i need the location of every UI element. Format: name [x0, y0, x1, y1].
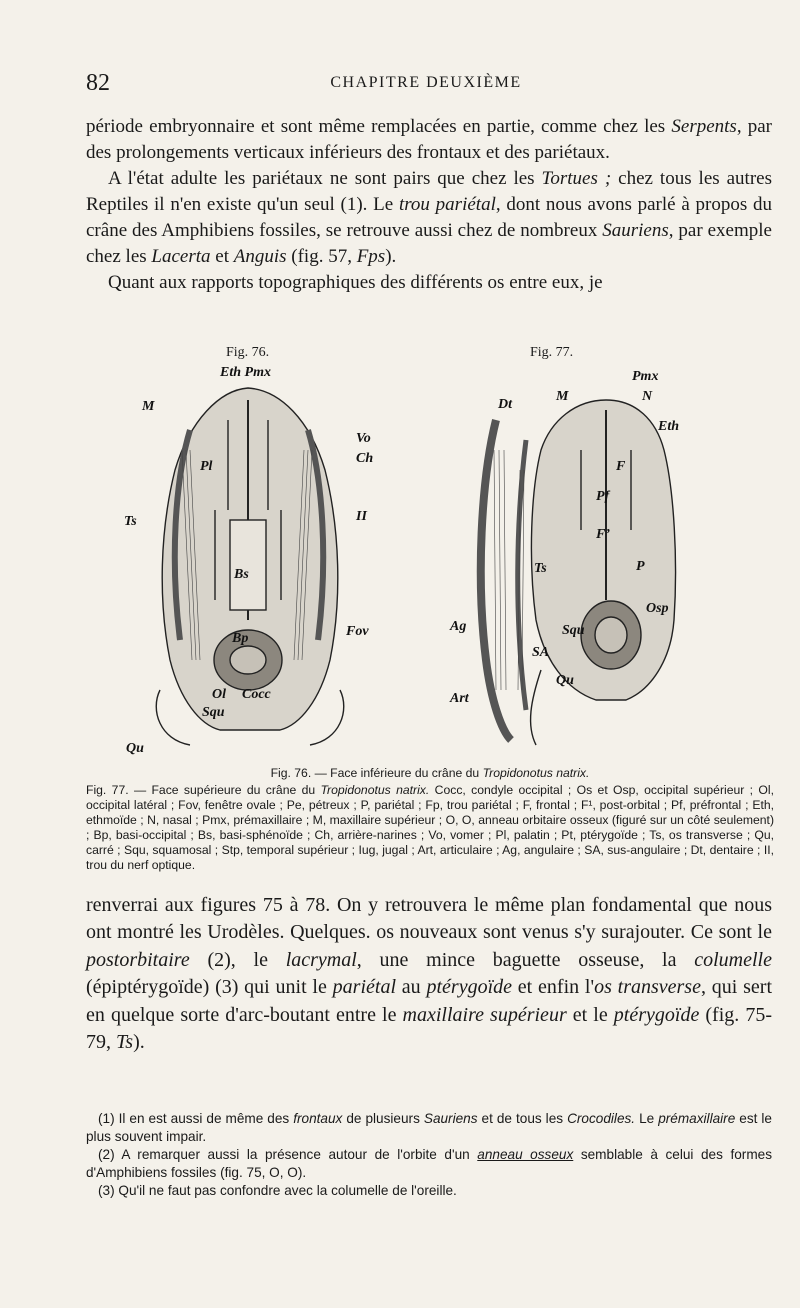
- label-fov: Fov: [346, 624, 369, 639]
- label-p: P: [636, 559, 645, 574]
- page-number: 82: [86, 70, 110, 96]
- label-squ: Squ: [562, 623, 585, 638]
- label-qu: Qu: [126, 741, 144, 756]
- label-ts: Ts: [534, 561, 547, 576]
- label-eth: Eth: [658, 419, 680, 434]
- label-pf: Pf: [596, 489, 610, 504]
- label-m: M: [556, 389, 569, 404]
- footnote-2: (2) A remarquer aussi la présence autour de l'orbite d'un anneau osseux semblable à celui des formes d'Amphibiens fossiles (fig. 75, O, O).: [86, 1147, 772, 1180]
- label-m: M: [142, 399, 155, 414]
- footnotes: [86, 1110, 772, 1200]
- page-header: [86, 70, 766, 96]
- label-pl: Pl: [200, 459, 213, 474]
- caption-figure-77: Fig. 77. — Face supérieure du crâne du Tropidonotus natrix. Cocc, condyle occipital ; Os et Osp, occipital supérieur ; Ol, occipital latéral ; Fov, fenêtre ovale ; Pe, pétreux ; P, pariétal ; Fp, trou pariétal ; F, frontal ; F¹, post-orbital ; Pf, préfrontal ; Eth, ethmoïde ; N, nasal ; Pmx, prémaxillaire ; M, maxillaire supérieur ; O, O, anneau orbitaire osseux (figuré sur un côté seulement) ; Bp, basi-occipital ; Bs, basi-sphénoïde ; Ch, arrière-narines ; Vo, vomer ; Pl, palatin ; Pt, ptérygoïde ; Ts, os transverse ; Qu, carré ; Squ, squamosal ; Stp, temporal supérieur ; Iug, jugal ; Art, articulaire ; Ag, angulaire ; SA, sus-angulaire ; Dt, dentaire ; II, trou du nerf optique.: [86, 783, 774, 872]
- label-cocc: Cocc: [242, 687, 271, 702]
- label-n: N: [642, 389, 653, 404]
- label-bp: Bp: [232, 631, 249, 646]
- caption-figure-76: Fig. 76. — Face inférieure du crâne du Tropidonotus natrix.: [270, 766, 590, 780]
- skull-ventral-drawing: [120, 360, 380, 760]
- label-f1: F’: [596, 527, 610, 542]
- figure-77-label: Fig. 77.: [530, 345, 574, 360]
- paragraph-1: période embryonnaire et sont même remplacées en partie, comme chez les Serpents, par des prolongements verticaux inférieurs des frontaux et des pariétaux. A l'état adulte les pariétaux ne sont pairs que chez les Tortues ; chez tous les autres Reptiles il n'en existe qu'un seul (1). Le trou pariétal, dont nous avons parlé à propos du crâne des Amphibiens fossiles, se retrouve aussi chez de nombreux Sauriens, par exemple chez les Lacerta et Anguis (fig. 57, Fps). Quant aux rapports topographiques des différents os entre eux, je: [86, 116, 773, 293]
- label-ch: Ch: [356, 451, 374, 466]
- footnote-3: (3) Qu'il ne faut pas confondre avec la columelle de l'oreille.: [98, 1183, 457, 1198]
- label-ol: Ol: [212, 687, 226, 702]
- paragraph-2: renverrai aux figures 75 à 78. On y retrouvera le même plan fondamental que nous ont montré les Urodèles. Quelques. os nouveaux sont venus s'y surajouter. Ce sont le postorbitaire (2), le lacrymal, une mince baguette osseuse, la columelle (épiptérygoïde) (3) qui unit le pariétal au ptérygoïde et enfin l'os transverse, qui sert en quelque sorte d'arc-boutant entre le maxillaire supérieur et le ptérygoïde (fig. 75-79, Ts).: [86, 894, 772, 1054]
- label-ii: II: [356, 509, 367, 524]
- label-eth-pmx: Eth Pmx: [220, 365, 271, 380]
- label-ag: Ag: [450, 619, 467, 634]
- label-squ: Squ: [202, 705, 225, 720]
- skull-dorsal-drawing: [436, 360, 696, 760]
- label-vo: Vo: [356, 431, 371, 446]
- footnote-1: (1) Il en est aussi de même des frontaux de plusieurs Sauriens et de tous les Crocodiles. Le prémaxillaire est le plus souvent impair.: [86, 1111, 772, 1144]
- label-pmx: Pmx: [632, 369, 659, 384]
- figure-76-label: Fig. 76.: [226, 345, 270, 360]
- label-sa: SA: [532, 645, 550, 660]
- figure-77-skull-dorsal: [436, 360, 696, 760]
- label-f: F: [616, 459, 626, 474]
- label-ts: Ts: [124, 514, 137, 529]
- label-art: Art: [450, 691, 469, 706]
- running-title: CHAPITRE DEUXIÈME: [330, 74, 522, 91]
- label-osp: Osp: [646, 601, 669, 616]
- label-dt: Dt: [498, 397, 512, 412]
- label-bs: Bs: [234, 567, 249, 582]
- figure-76-skull-ventral: [120, 360, 380, 790]
- label-qu: Qu: [556, 673, 574, 688]
